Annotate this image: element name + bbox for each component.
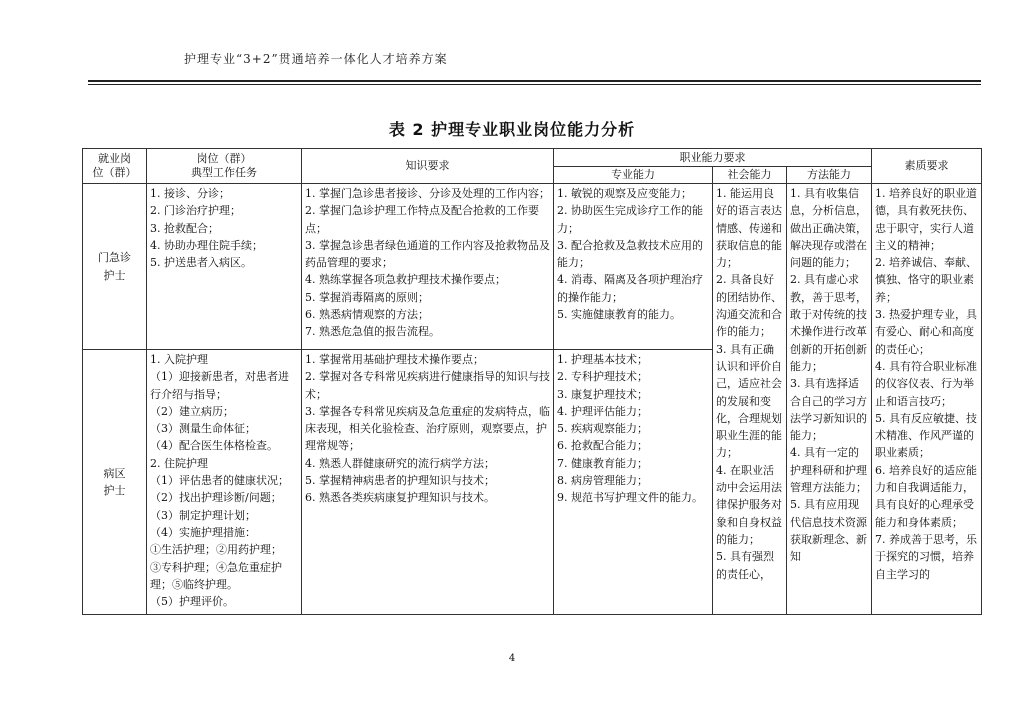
header-rule-thin <box>88 84 981 85</box>
method-ability-cell: 1. 具有收集信息，分析信息，做出正确决策，解决现存或潜在问题的能力； 2. 具有虚心求教，善于思考，敢于对传统的技术操作进行改革创新的开拓创新能力； 3. 具有选择适合自己的学习方法学习新知识的能力； 4. 具有一定的护理科研和护理管理方法能力； 5. 具有应用现代信息技术资源获取新理念、新知 <box>787 184 872 615</box>
header-social-ability: 社会能力 <box>713 167 787 184</box>
ability-analysis-table <box>82 148 982 615</box>
running-header: 护理专业“3+2”贯通培养一体化人才培养方案 <box>184 52 448 66</box>
header-quality: 素质要求 <box>872 149 982 184</box>
social-ability-cell: 1. 能运用良好的语言表达情感、传递和获取信息的能力； 2. 具备良好的团结协作、沟通交流和合作的能力； 3. 具有正确认识和评价自己，适应社会的发展和变化，合理规划职业生涯的能力； 4. 在职业活动中会运用法律保护服务对象和自身权益的能力； 5. 具有强烈的责任心， <box>713 184 787 615</box>
row-knowledge: 1. 掌握门急诊患者接诊、分诊及处理的工作内容； 2. 掌握门急诊护理工作特点及配合抢救的工作要点； 3. 掌握急诊患者绿色通道的工作内容及抢救物品及药品管理的要求； 4. 熟练掌握各项急救护理技术操作要点； 5. 掌握消毒隔离的原则； 6. 熟悉病情观察的方法； 7. 熟悉危急值的报告流程。 <box>302 184 554 350</box>
header-typical-tasks: 岗位（群） 典型工作任务 <box>147 149 302 184</box>
page-number: 4 <box>508 653 516 664</box>
row-typical-tasks: 1. 入院护理 （1）迎接新患者，对患者进行介绍与指导； （2）建立病历； （3）测量生命体征； （4）配合医生体格检查。 2. 住院护理 （1）评估患者的健康状况； （2）找出护理诊断/问题； （3）制定护理计划； （4）实施护理措施： ①生活护理；②用药护理； ③专科护理；④急危重症护理；⑤临终护理。 （5）护理评价。 <box>147 350 302 615</box>
row-job-group: 病区 护士 <box>83 350 147 615</box>
row-knowledge: 1. 掌握常用基础护理技术操作要点； 2. 掌握对各专科常见疾病进行健康指导的知识与技术； 3. 掌握各专科常见疾病及急危重症的发病特点，临床表现，相关化验检查、治疗原则，观察要点，护理常规等； 4. 熟悉人群健康研究的流行病学方法； 5. 掌握精神病患者的护理知识与技术； 6. 熟悉各类疾病康复护理知识与技术。 <box>302 350 554 615</box>
header-knowledge: 知识要求 <box>302 149 554 184</box>
row-professional-ability: 1. 护理基本技术； 2. 专科护理技术； 3. 康复护理技术； 4. 护理评估能力； 5. 疾病观察能力； 6. 抢救配合能力； 7. 健康教育能力； 8. 病房管理能力； 9. 规范书写护理文件的能力。 <box>554 350 713 615</box>
header-professional-ability: 专业能力 <box>554 167 713 184</box>
header-job-group: 就业岗 位（群） <box>83 149 147 184</box>
table-row <box>83 184 982 350</box>
header-rule-thick <box>88 80 981 82</box>
header-vocational-ability: 职业能力要求 <box>554 149 872 167</box>
quality-requirements-cell: 1. 培养良好的职业道德，具有救死扶伤、忠于职守，实行人道主义的精神； 2. 培养诚信、奉献、慎独、恪守的职业素养； 3. 热爱护理专业，具有爱心、耐心和高度的责任心； 4. 具有符合职业标准的仪容仪表、行为举止和语言技巧； 5. 具有反应敏捷、技术精准、作风严谨的职业素质； 6. 培养良好的适应能力和自我调适能力，具有良好的心理承受能力和身体素质； 7. 养成善于思考，乐于探究的习惯，培养自主学习的 <box>872 184 982 615</box>
row-job-group: 门急诊 护士 <box>83 184 147 350</box>
row-typical-tasks: 1. 接诊、分诊； 2. 门诊治疗护理； 3. 抢救配合； 4. 协助办理住院手续； 5. 护送患者入病区。 <box>147 184 302 350</box>
row-professional-ability: 1. 敏锐的观察及应变能力； 2. 协助医生完成诊疗工作的能力； 3. 配合抢救及急救技术应用的能力； 4. 消毒、隔离及各项护理治疗的操作能力； 5. 实施健康教育的能力。 <box>554 184 713 350</box>
header-method-ability: 方法能力 <box>787 167 872 184</box>
table-title: 表 2 护理专业职业岗位能力分析 <box>388 120 636 139</box>
